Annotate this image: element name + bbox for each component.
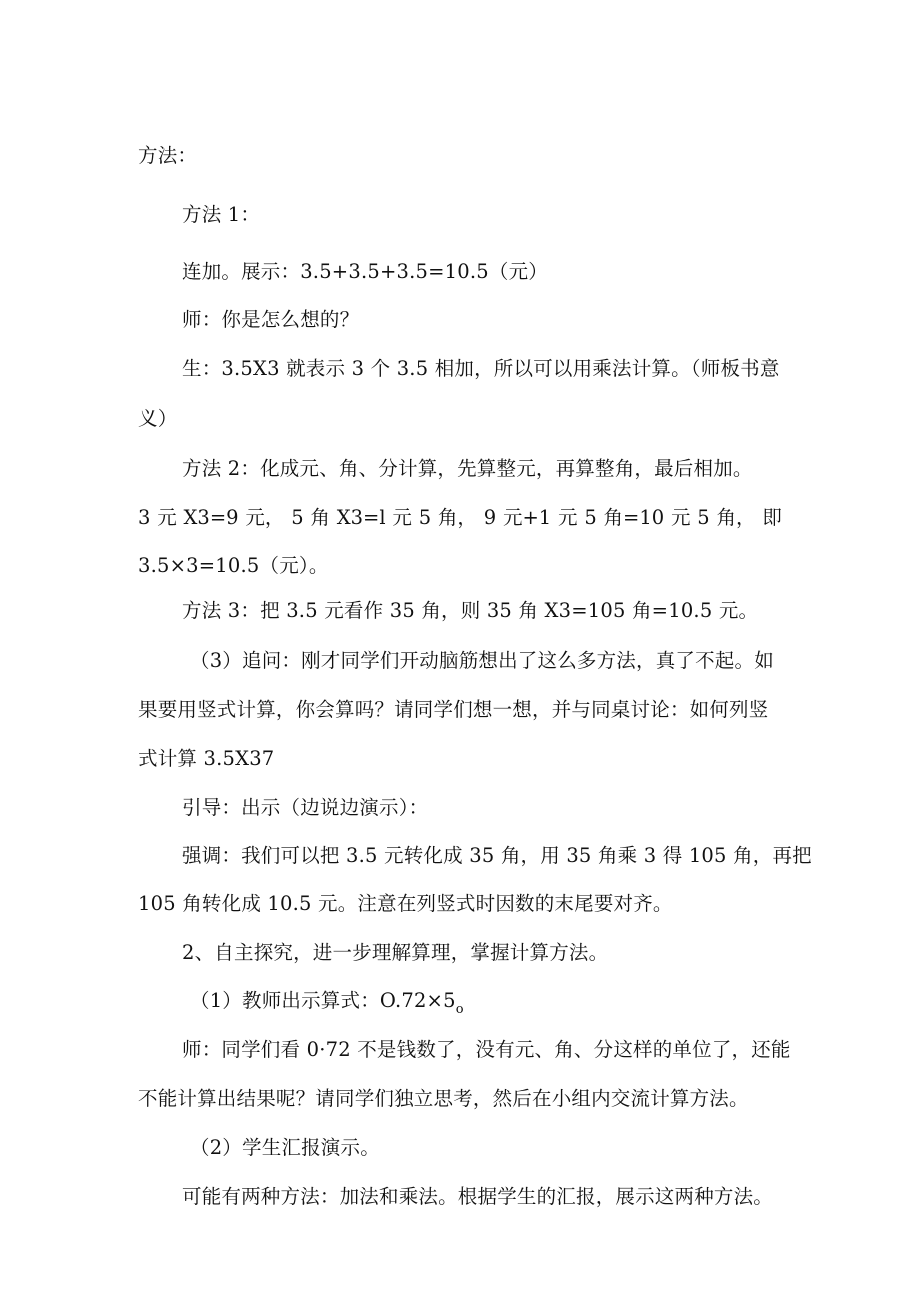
method-2-token: 元 [558, 506, 578, 529]
teacher-expression-subscript: o [455, 1002, 464, 1017]
student-answer: 生：3.5X3 就表示 3 个 3.5 相加，所以可以用乘法计算。（师板书意 [182, 357, 780, 380]
method-2-token: X3=9 [183, 506, 239, 529]
emphasis-text-continued: 105 角转化成 10.5 元。注意在列竖式时因数的末尾要对齐。 [138, 892, 673, 915]
method-2-token: 即 [762, 506, 782, 529]
method-2-title: 方法 2：化成元、角、分计算，先算整元，再算整角，最后相加。 [182, 457, 753, 480]
guidance-text: 引导：出示（边说边演示）： [182, 796, 429, 819]
emphasis-text: 强调：我们可以把 3.5 元转化成 35 角，用 35 角乘 3 得 105 角，再把 [182, 844, 812, 867]
method-2-token: 角 [310, 506, 330, 529]
heading-methods: 方法： [138, 144, 198, 167]
teacher-prompt-continued: 不能计算出结果呢？请同学们独立思考，然后在小组内交流计算方法。 [138, 1087, 749, 1110]
section-2-heading: 2、自主探究，进一步理解算理，掌握计算方法。 [182, 941, 609, 964]
method-2-token: 角， [437, 506, 477, 529]
method-1-title: 方法 1： [182, 203, 261, 226]
method-2-token: 角=10 [603, 506, 665, 529]
teacher-expression [190, 987, 464, 1024]
method-2-token: 9 [483, 506, 497, 529]
method-2-token: X3=l [336, 506, 386, 529]
follow-up-question-line-3: 式计算 3.5X37 [138, 747, 275, 770]
possible-methods: 可能有两种方法：加法和乘法。根据学生的汇报，展示这两种方法。 [182, 1185, 774, 1208]
method-3-text: 方法 3：把 3.5 元看作 35 角，则 35 角 X3=105 角=10.5 元。 [182, 599, 759, 622]
teacher-question: 师：你是怎么想的？ [182, 308, 360, 331]
method-2-token: 元 [157, 506, 177, 529]
method-2-token: 元 [670, 506, 691, 529]
method-2-calculation [138, 504, 782, 532]
method-1-addition: 连加。展示：3.5+3.5+3.5=10.5（元） [182, 260, 548, 283]
method-2-result: 3.5×3=10.5（元）。 [138, 554, 329, 577]
method-2-token: 元， [245, 506, 285, 529]
method-2-token: 角， [716, 506, 756, 529]
teacher-expression-text: （1）教师出示算式：O.72×5 [190, 989, 456, 1012]
method-2-token: 元+1 [502, 506, 552, 529]
method-2-token: 5 [584, 506, 597, 529]
teacher-prompt: 师：同学们看 0·72 不是钱数了，没有元、角、分这样的单位了，还能 [182, 1038, 791, 1061]
method-2-token: 3 [138, 506, 151, 529]
student-report: （2）学生汇报演示。 [190, 1136, 380, 1159]
method-2-token: 元 [392, 506, 412, 529]
method-2-token: 5 [418, 506, 432, 529]
method-2-token: 5 [291, 506, 304, 529]
follow-up-question: （3）追问：刚才同学们开动脑筋想出了这么多方法，真了不起。如 [190, 649, 774, 672]
follow-up-question-line-2: 果要用竖式计算，你会算吗？请同学们想一想，并与同桌讨论：如何列竖 [138, 698, 769, 721]
method-2-token: 5 [697, 506, 710, 529]
student-answer-continued: 义） [138, 407, 178, 430]
